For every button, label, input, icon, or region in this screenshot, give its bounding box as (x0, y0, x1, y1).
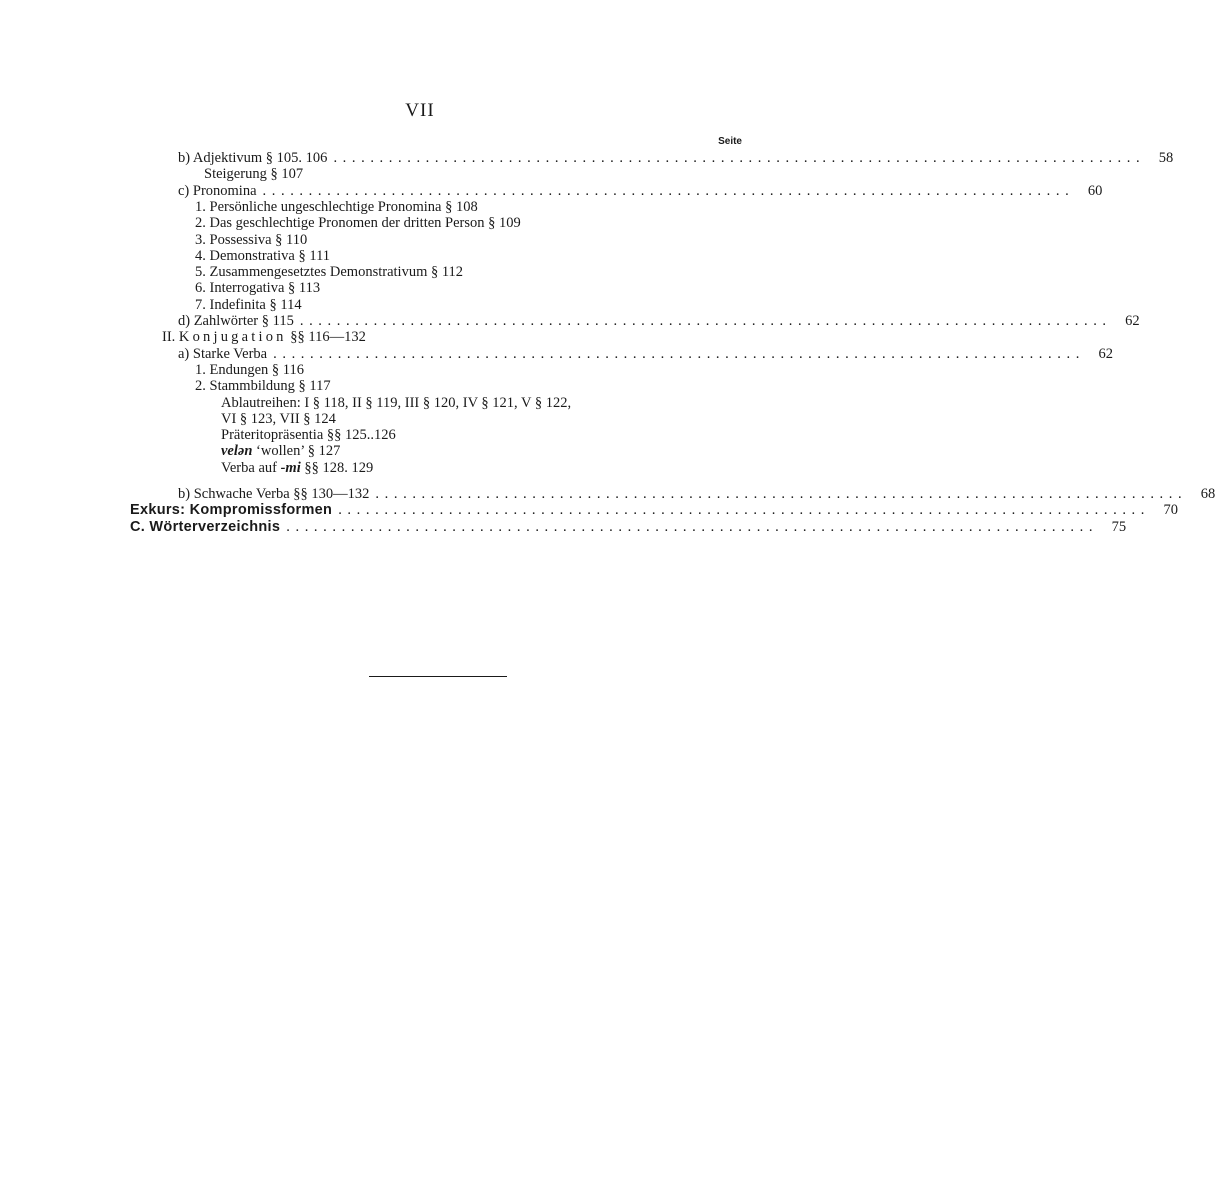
toc-entry-page: 68 (1200, 486, 1215, 502)
toc-entry-demonstrativa (195, 248, 330, 264)
entry-prefix: Verba auf (221, 459, 277, 476)
toc-entry-label: b) Adjektivum § 105. 106 (178, 150, 328, 166)
toc-entry-label: 5. Zusammengesetztes Demonstrativum § 112 (195, 264, 464, 281)
toc-entry-label (162, 329, 366, 345)
page-column-header: Seite (718, 136, 742, 147)
toc-entry-page: 75 (1111, 518, 1127, 535)
toc-entry-ablautreihen-cont (221, 411, 336, 427)
entry-rest: ‘wollen’ § 127 (256, 443, 341, 460)
toc-entry-starke-verba (178, 345, 1113, 362)
toc-entry-zusammengesetztes (195, 264, 463, 280)
toc-entry-page: 62 (1125, 313, 1140, 329)
entry-rest: §§ 128. 129 (304, 459, 374, 476)
toc-entry-label: a) Starke Verba (178, 345, 268, 362)
toc-entry-label: c) Pronomina (178, 182, 257, 199)
toc-entry-adjektivum (178, 150, 1174, 166)
page-number: VII (405, 100, 435, 121)
section-range: §§ 116—132 (290, 329, 366, 346)
toc-entry-label: b) Schwache Verba §§ 130—132 (178, 486, 370, 502)
toc-entry-geschlechtige (195, 215, 521, 231)
toc-entry-label: Präteritopräsentia §§ 125..126 (221, 427, 396, 444)
toc-entry-possessiva (195, 232, 307, 248)
toc-entry-label: 1. Endungen § 116 (195, 361, 305, 378)
toc-entry-label: VI § 123, VII § 124 (221, 410, 336, 427)
toc-entry-label: C. Wörterverzeichnis (130, 518, 281, 535)
toc-entry-page: 62 (1098, 345, 1113, 362)
dot-leader: ........................................................................................ (286, 518, 1099, 535)
toc-entry-page: 58 (1158, 150, 1174, 166)
dot-leader: ........................................................................................ (333, 150, 1146, 166)
toc-entry-schwache-verba (178, 486, 1215, 502)
toc-entry-label (221, 460, 373, 476)
toc-entry-page: 60 (1087, 182, 1103, 199)
toc-entry-label: 7. Indefinita § 114 (195, 296, 302, 313)
toc-entry-interrogativa (195, 280, 320, 296)
section-numeral: II. (162, 329, 176, 346)
toc-entry-label: 6. Interrogativa § 113 (195, 280, 321, 297)
toc-entry-label: 2. Das geschlechtige Pronomen der dritten Person § 109 (195, 215, 521, 232)
toc-entry-stammbildung (195, 378, 331, 394)
italic-term: velən (221, 443, 253, 460)
toc-entry-label: Ablautreihen: I § 118, II § 119, III § 120, IV § 121, V § 122, (221, 394, 572, 411)
toc-entry-label: 3. Possessiva § 110 (195, 231, 308, 248)
toc-entry-endungen (195, 362, 304, 378)
toc-entry-verba-auf-mi (221, 460, 373, 476)
toc-entry-label: d) Zahlwörter § 115 (178, 313, 294, 329)
toc-entry-ablautreihen (221, 395, 571, 411)
toc-entry-persoenliche (195, 199, 478, 215)
toc-entry-label: Exkurs: Kompromissformen (130, 502, 333, 519)
toc-entry-steigerung (204, 166, 303, 182)
toc-entry-label: Steigerung § 107 (204, 166, 304, 183)
toc-entry-indefinita (195, 297, 302, 313)
toc-entry-page: 70 (1163, 502, 1179, 519)
dot-leader: ........................................................................................ (262, 182, 1075, 199)
dot-leader: ........................................................................................ (375, 486, 1188, 502)
toc-entry-label (221, 443, 340, 459)
toc-entry-exkurs (130, 502, 1179, 519)
dot-leader: ........................................................................................ (299, 313, 1112, 329)
italic-term: -mi (280, 459, 301, 476)
toc-entry-velen (221, 443, 340, 459)
toc-entry-label: 1. Persönliche ungeschlechtige Pronomina § 108 (195, 198, 478, 215)
toc-entry-zahlwoerter (178, 313, 1140, 329)
section-title: Konjugation (178, 329, 287, 346)
dot-leader: ........................................................................................ (338, 502, 1151, 519)
toc-entry-praeteritopraesentia (221, 427, 396, 443)
toc-entry-label: 2. Stammbildung § 117 (195, 378, 331, 395)
end-rule (369, 676, 507, 677)
toc-entry-woerterverzeichnis (130, 518, 1127, 535)
dot-leader: ........................................................................................ (273, 345, 1085, 362)
toc-entry-pronomina (178, 182, 1103, 199)
toc-entry-label: 4. Demonstrativa § 111 (195, 247, 331, 264)
toc-entry-konjugation (162, 329, 366, 345)
